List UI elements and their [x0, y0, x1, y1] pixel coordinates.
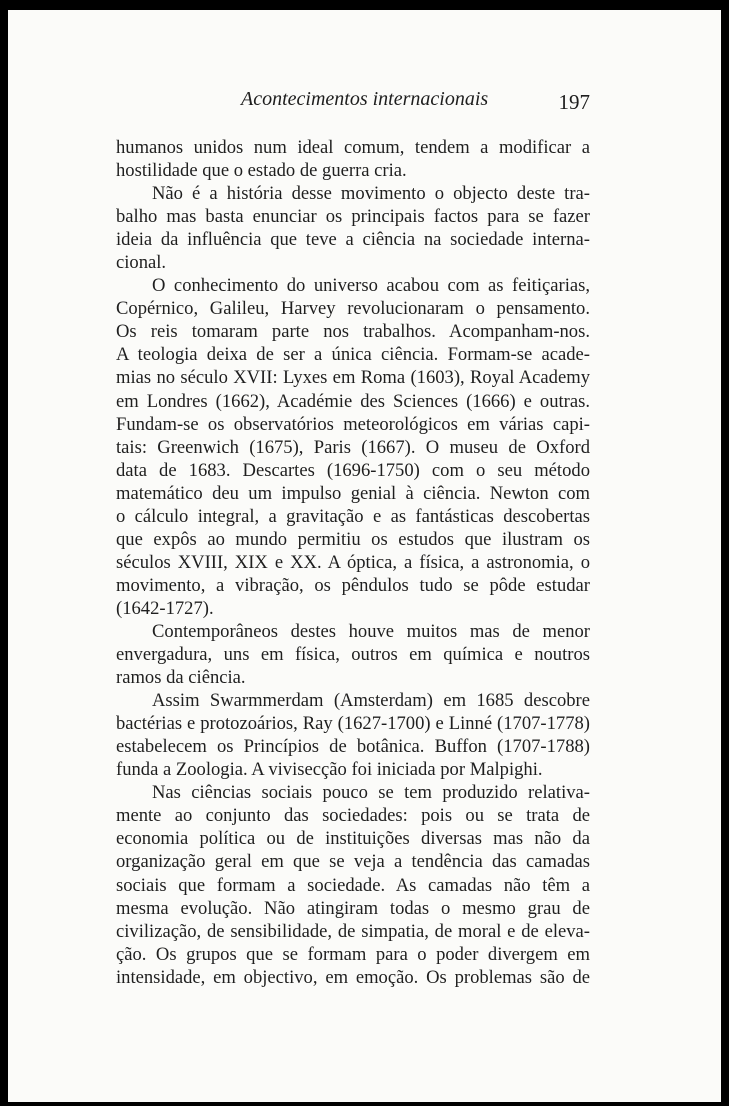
text-line: economia política ou de instituições diversas mas não da — [116, 828, 590, 850]
text-line: tais: Greenwich (1675), Paris (1667). O museu de Oxford — [116, 436, 590, 458]
text-line: Nas ciências sociais pouco se tem produzido relativa- — [152, 782, 590, 804]
text-line: Assim Swarmmerdam (Amsterdam) em 1685 descobre — [152, 690, 590, 712]
text-line: A teologia deixa de ser a única ciência. Formam-se acade- — [116, 344, 590, 366]
page-header — [116, 88, 590, 114]
text-line: o cálculo integral, a gravitação e as fantásticas descobertas — [116, 505, 590, 527]
book-page — [8, 10, 721, 1102]
text-line: Os reis tomaram parte nos trabalhos. Acompanham-nos. — [116, 321, 590, 343]
text-line: bactérias e protozoários, Ray (1627-1700) e Linné (1707-1778) — [116, 713, 590, 735]
text-line: hostilidade que o estado de guerra cria. — [116, 160, 407, 182]
text-line: estabelecem os Princípios de botânica. Buffon (1707-1788) — [116, 736, 590, 758]
text-line: balho mas basta enunciar os principais factos para se fazer — [116, 206, 590, 228]
text-line: ramos da ciência. — [116, 667, 246, 689]
text-line: que expôs ao mundo permitiu os estudos que ilustram os — [116, 528, 590, 550]
text-line: Contemporâneos destes houve muitos mas de menor — [152, 620, 590, 642]
page-number: 197 — [558, 90, 590, 114]
running-title: Acontecimentos internacionais — [241, 88, 489, 110]
paragraph — [116, 689, 590, 781]
text-line: humanos unidos num ideal comum, tendem a modificar a — [116, 137, 590, 158]
text-line: data de 1683. Descartes (1696-1750) com o seu método — [116, 459, 590, 481]
paragraph — [116, 274, 590, 620]
text-line: em Londres (1662), Académie des Sciences (1666) e outras. — [116, 390, 590, 412]
text-line: mesma evolução. Não atingiram todas o mesmo grau de — [116, 897, 590, 919]
text-line: mias no século XVII: Lyxes em Roma (1603), Royal Academy — [116, 367, 590, 389]
text-line: funda a Zoologia. A vivisecção foi iniciada por Malpighi. — [116, 759, 543, 781]
text-line: sociais que formam a sociedade. As camadas não têm a — [116, 874, 590, 896]
text-line: intensidade, em objectivo, em emoção. Os problemas são de — [116, 966, 590, 988]
paragraph — [116, 182, 590, 274]
text-line: civilização, de sensibilidade, de simpatia, de moral e de eleva- — [116, 920, 590, 942]
text-line: matemático deu um impulso genial à ciência. Newton com — [116, 482, 590, 504]
text-line: movimento, a vibração, os pêndulos tudo se pôde estudar — [116, 574, 590, 596]
text-line: O conhecimento do universo acabou com as feitiçarias, — [152, 275, 590, 297]
text-line: séculos XVIII, XIX e XX. A óptica, a física, a astronomia, o — [116, 551, 590, 573]
text-line: cional. — [116, 252, 167, 274]
paragraph — [116, 136, 590, 182]
text-line: ção. Os grupos que se formam para o poder divergem em — [116, 943, 590, 965]
body-text — [116, 136, 590, 989]
text-line: envergadura, uns em física, outros em química e noutros — [116, 644, 590, 666]
text-line: Fundam-se os observatórios meteorológicos em várias capi- — [116, 413, 590, 435]
text-line: Copérnico, Galileu, Harvey revolucionaram o pensamento. — [116, 298, 590, 320]
text-line: organização geral em que se veja a tendência das camadas — [116, 851, 590, 873]
text-line: (1642-1727). — [116, 597, 214, 619]
text-line: Não é a história desse movimento o objecto deste tra- — [152, 183, 590, 205]
paragraph — [116, 620, 590, 689]
text-line: mente ao conjunto das sociedades: pois ou se trata de — [116, 805, 590, 827]
paragraph — [116, 781, 590, 988]
text-line: ideia da influência que teve a ciência na sociedade interna- — [116, 229, 590, 251]
